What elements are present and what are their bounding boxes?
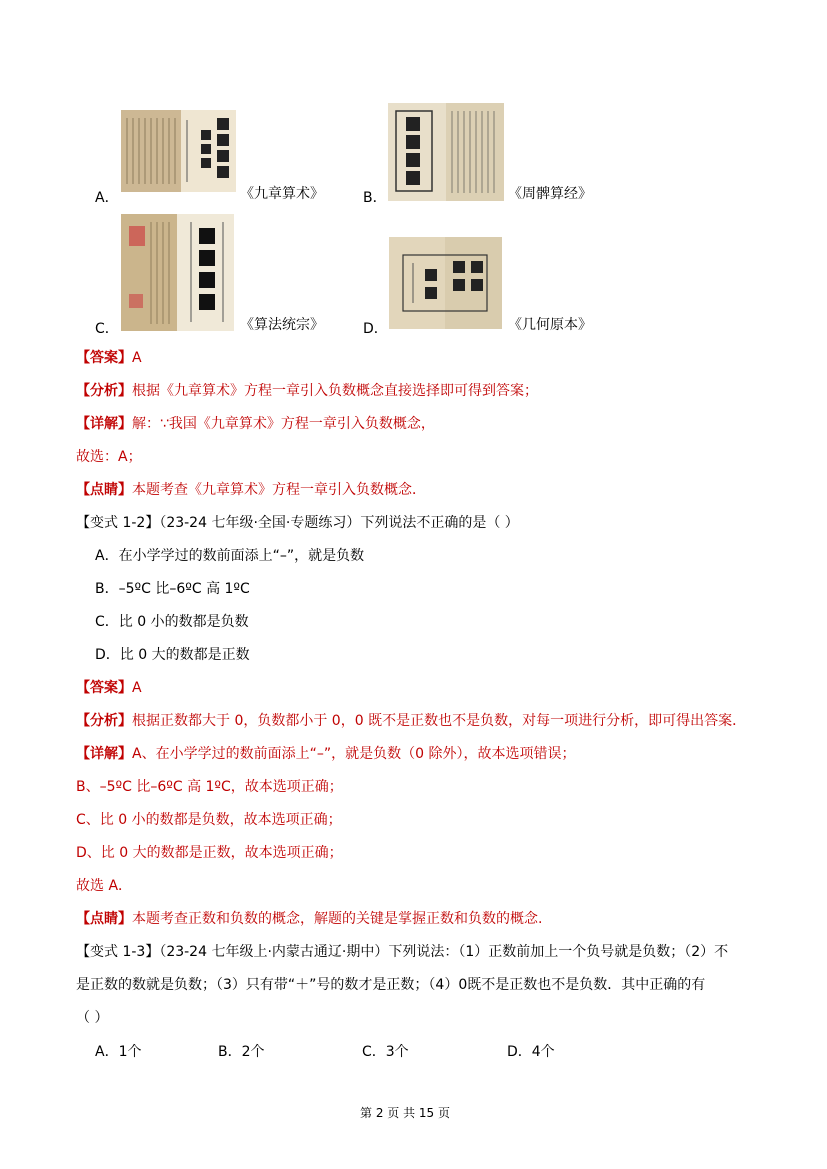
q1-choose: 故选：A； — [76, 449, 142, 465]
q2-header: 【变式 1-2】（23-24 七年级·全国·专题练习）下列说法不正确的是（ ） — [76, 515, 519, 531]
page-footer: 第 2 页 共 15 页 — [360, 1106, 450, 1120]
q3-option-c: C．3个 — [362, 1044, 409, 1060]
q2-answer — [76, 678, 142, 698]
q3-header-line3: （ ） — [76, 1010, 109, 1026]
q2-comment-tag: 【点睛】 — [76, 911, 132, 927]
q2-answer-tag: 【答案】 — [76, 680, 132, 696]
q2-detail-line-b: B、–5ºC 比–6ºC 高 1ºC，故本选项正确； — [76, 779, 343, 795]
option-d-caption: 《几何原本》 — [508, 317, 592, 333]
q2-comment — [76, 909, 542, 929]
q2-answer-value: A — [132, 680, 142, 696]
option-a-letter: A． — [95, 190, 119, 206]
book-image-jihe — [389, 237, 502, 329]
q3-option-a: A．1个 — [95, 1044, 142, 1060]
book-image-jiuzhang — [121, 110, 236, 192]
option-d-letter: D． — [363, 321, 388, 337]
book-image-zhoubi — [388, 103, 504, 201]
q3-header-line1: 【变式 1-3】（23-24 七年级上·内蒙古通辽·期中）下列说法：（1）正数前加上一个负号就是负数；（2）不 — [76, 944, 729, 960]
q2-detail — [76, 744, 575, 764]
q1-answer — [76, 348, 142, 368]
q2-option-d: D．比 0 大的数都是正数 — [95, 647, 250, 663]
q3-header-line2: 是正数的数就是负数；（3）只有带“＋”号的数才是正数；（4）0既不是正数也不是负数．其中正确的有 — [76, 977, 706, 993]
q1-comment-text: 本题考查《九章算术》方程一章引入负数概念． — [132, 482, 426, 498]
option-a-caption: 《九章算术》 — [240, 186, 324, 202]
option-c-caption: 《算法统宗》 — [240, 317, 324, 333]
q2-detail-tag: 【详解】 — [76, 746, 132, 762]
q1-analysis — [76, 381, 538, 401]
book-image-suanfa — [121, 214, 234, 331]
q1-detail-text: 解：∵我国《九章算术》方程一章引入负数概念， — [132, 416, 435, 432]
q2-analysis-text: 根据正数都大于 0，负数都小于 0，0 既不是正数也不是负数，对每一项进行分析，即可得出答案． — [132, 713, 747, 729]
q1-analysis-text: 根据《九章算术》方程一章引入负数概念直接选择即可得到答案； — [132, 383, 538, 399]
q1-comment-tag: 【点睛】 — [76, 482, 132, 498]
q2-detail-line-c: C、比 0 小的数都是负数，故本选项正确； — [76, 812, 342, 828]
q2-option-b: B．–5ºC 比–6ºC 高 1ºC — [95, 581, 250, 597]
q1-detail — [76, 414, 435, 434]
q2-detail-text: A、在小学学过的数前面添上“–”，就是负数（0 除外），故本选项错误； — [132, 746, 576, 762]
q2-choose: 故选 A． — [76, 878, 133, 894]
q1-answer-tag: 【答案】 — [76, 350, 132, 366]
q1-comment — [76, 480, 426, 500]
q1-answer-value: A — [132, 350, 142, 366]
option-b-caption: 《周髀算经》 — [508, 186, 592, 202]
option-b-letter: B． — [363, 190, 387, 206]
q2-analysis-tag: 【分析】 — [76, 713, 132, 729]
option-c-letter: C． — [95, 321, 119, 337]
q2-analysis — [76, 711, 746, 731]
q3-option-d: D．4个 — [507, 1044, 555, 1060]
q2-option-a: A．在小学学过的数前面添上“–”，就是负数 — [95, 548, 365, 564]
q3-option-b: B．2个 — [218, 1044, 265, 1060]
q2-option-c: C．比 0 小的数都是负数 — [95, 614, 249, 630]
q1-analysis-tag: 【分析】 — [76, 383, 132, 399]
q2-comment-text: 本题考查正数和负数的概念，解题的关键是掌握正数和负数的概念. — [132, 911, 543, 927]
q1-detail-tag: 【详解】 — [76, 416, 132, 432]
q2-detail-line-d: D、比 0 大的数都是正数，故本选项正确； — [76, 845, 343, 861]
